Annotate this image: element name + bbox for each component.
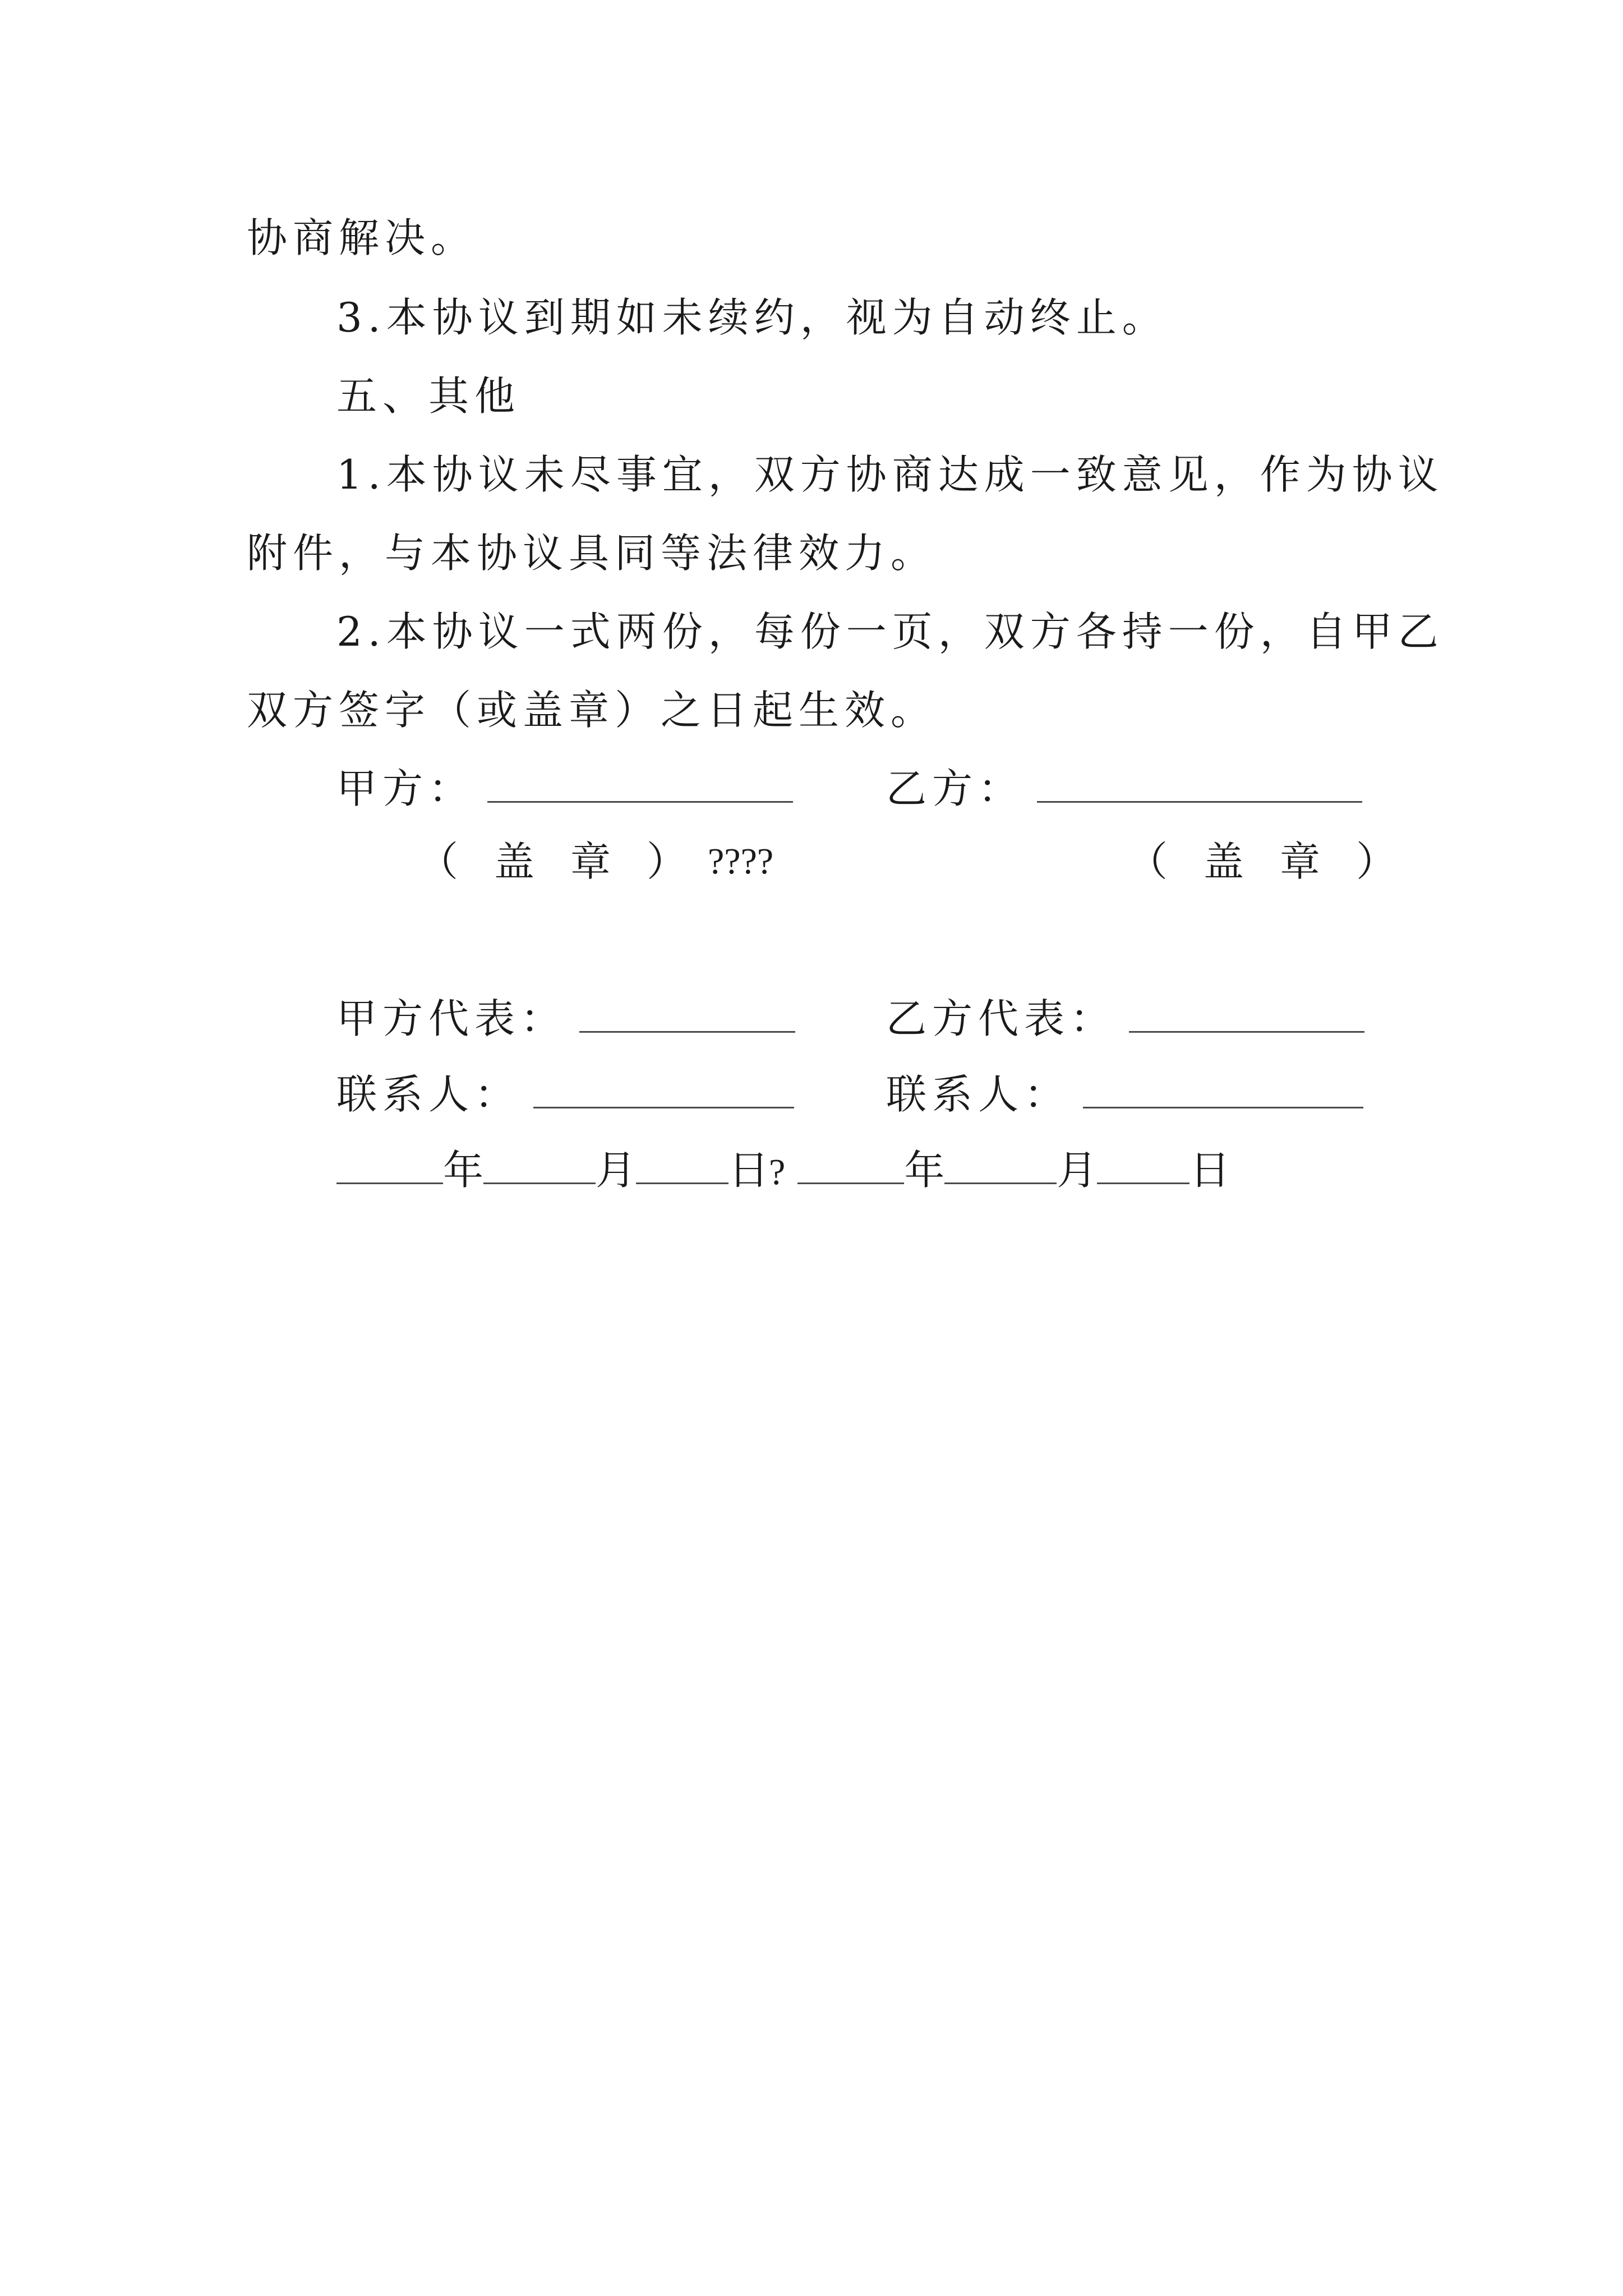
date-line [336,1147,1230,1194]
party-b-label: 乙方： [886,765,1025,812]
party-a-blank[interactable] [487,769,793,803]
party-a-seal-label: （盖章） [418,838,723,885]
party-b-day-blank[interactable] [1097,1150,1189,1184]
clause-1-line-2: 附件，与本协议具同等法律效力。 [247,530,937,577]
party-a-contact [336,1071,794,1118]
clause-3: 3.本协议到期如未续约，视为自动终止。 [336,294,1168,341]
party-b-signature [886,765,1362,812]
garbled-text: ???? [708,841,774,882]
party-a-signature [336,765,793,812]
party-a-representative [336,995,795,1042]
party-a-year-label: 年 [443,1147,484,1194]
party-a-rep-label: 甲方代表： [336,995,567,1042]
party-b-contact-label: 联系人： [886,1071,1071,1118]
party-b-rep-blank[interactable] [1129,999,1364,1033]
party-a-day-blank[interactable] [636,1150,728,1184]
party-a-contact-label: 联系人： [336,1071,521,1118]
date-separator: ? [769,1152,786,1193]
party-a-rep-blank[interactable] [579,999,795,1033]
party-a-day-label: 日 [728,1147,769,1194]
party-a-label: 甲方： [336,765,475,812]
party-b-seal-label: （盖章） [1127,838,1433,885]
party-a-month-blank[interactable] [483,1150,596,1184]
clause-2-line-2: 双方签字（或盖章）之日起生效。 [247,687,937,734]
party-b-rep-label: 乙方代表： [886,995,1117,1042]
party-a-contact-blank[interactable] [533,1074,794,1108]
party-a-month-label: 月 [596,1147,637,1194]
clause-1-line-1: 1.本协议未尽事宜，双方协商达成一致意见，作为协议 [336,451,1444,498]
party-b-month-blank[interactable] [944,1150,1057,1184]
party-b-day-label: 日 [1189,1147,1230,1194]
party-b-year-label: 年 [904,1147,945,1194]
paragraph-continuation: 协商解决。 [247,214,477,261]
party-b-contact [886,1071,1363,1118]
party-b-contact-blank[interactable] [1083,1074,1363,1108]
section-heading-others: 五、其他 [336,372,521,420]
party-a-year-blank[interactable] [336,1150,443,1184]
party-b-year-blank[interactable] [797,1150,904,1184]
clause-2-line-1: 2.本协议一式两份，每份一页，双方各持一份，自甲乙 [336,608,1444,655]
party-b-month-label: 月 [1057,1147,1098,1194]
party-b-representative [886,995,1364,1042]
party-b-blank[interactable] [1037,769,1362,803]
